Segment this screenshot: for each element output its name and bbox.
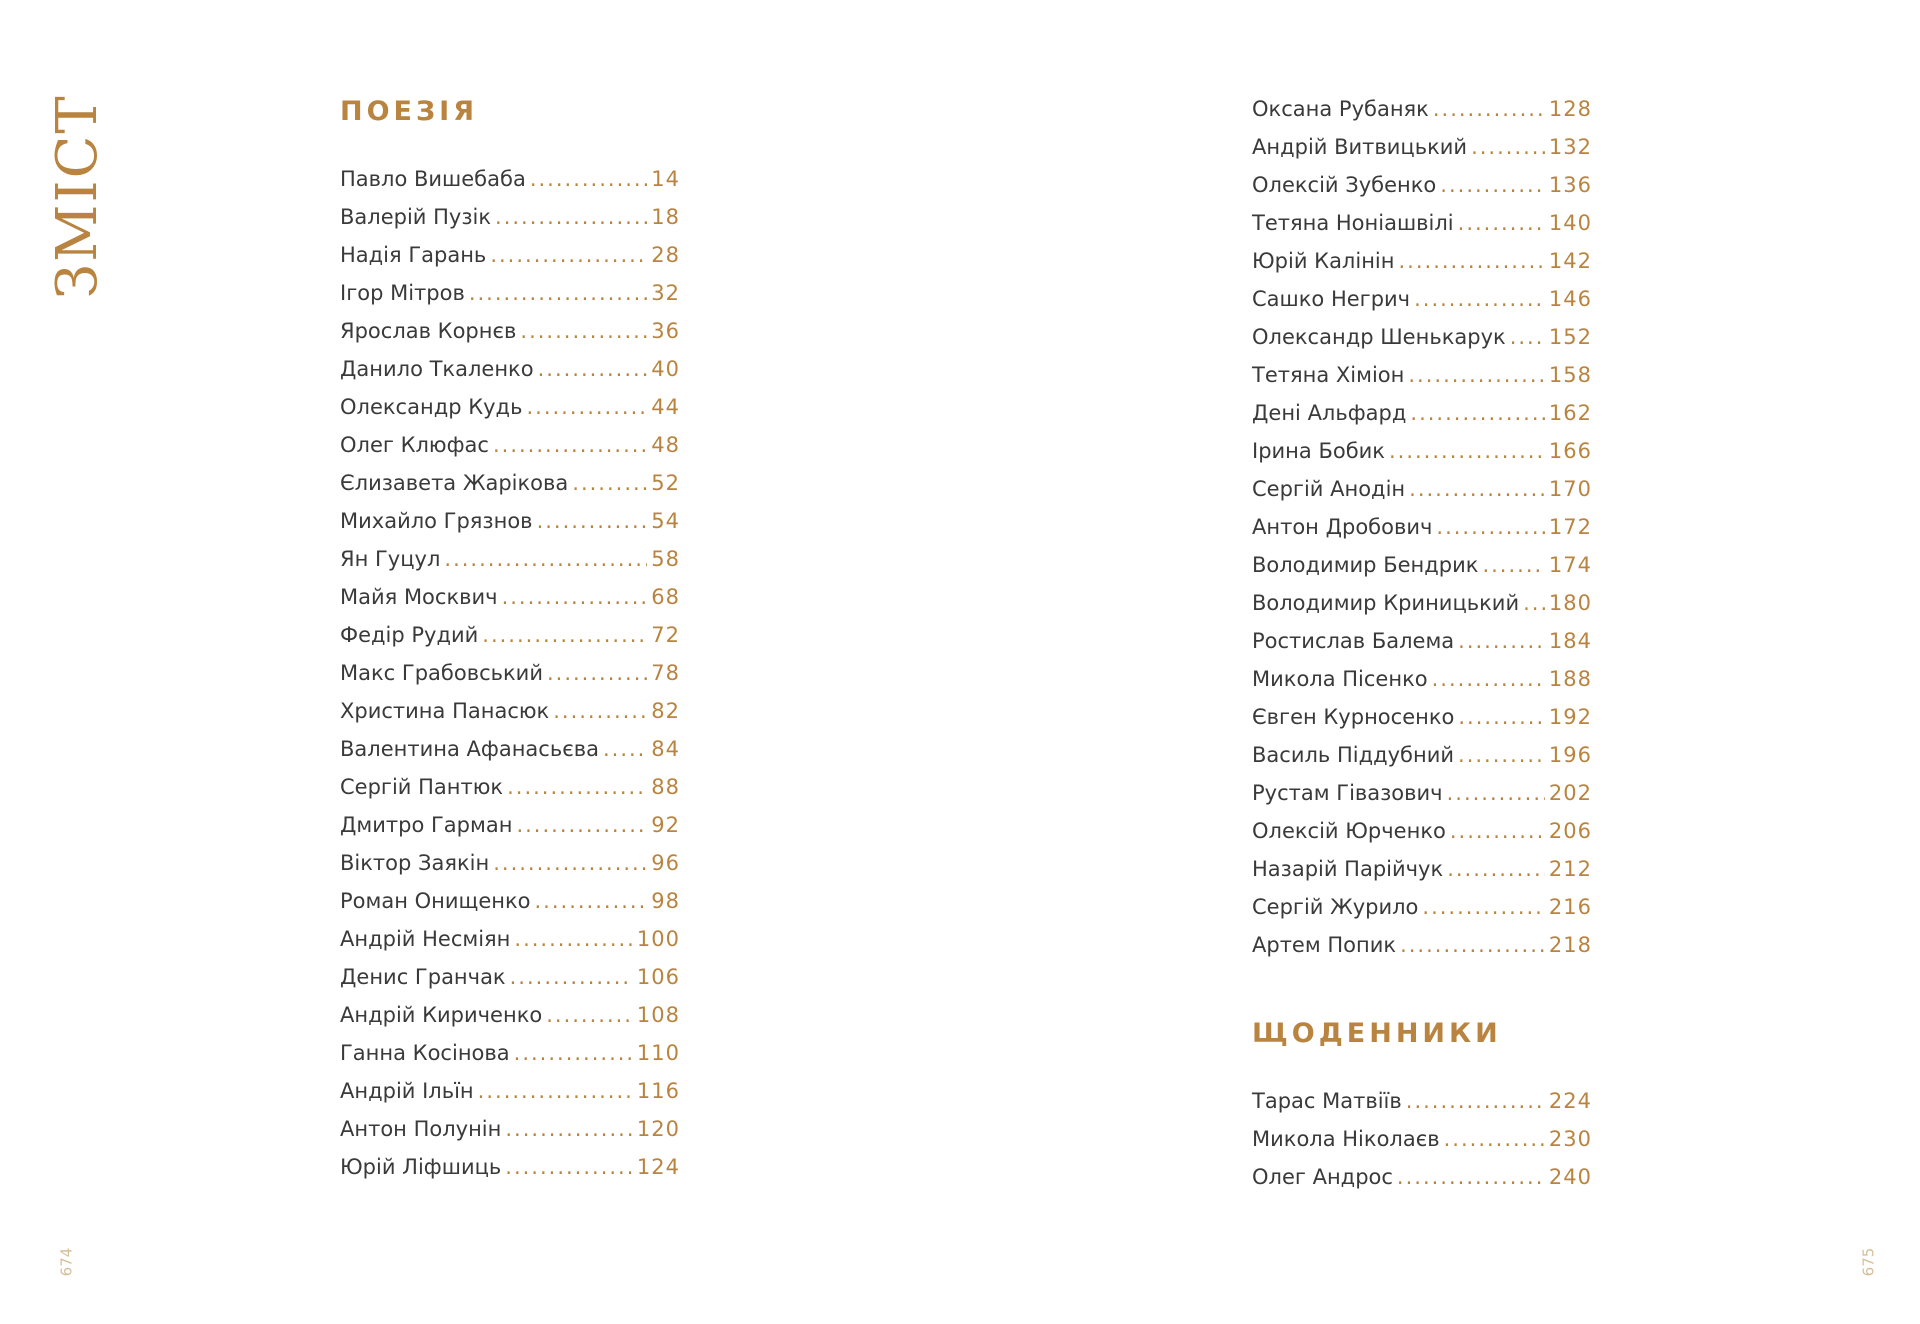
toc-entry-author: Тетяна Ноніашвілі: [1252, 211, 1454, 235]
toc-leader-dots: [1399, 242, 1545, 280]
toc-entry-page: 224: [1548, 1089, 1592, 1113]
toc-entry-page: 202: [1548, 781, 1592, 805]
toc-leader-dots: [538, 350, 648, 388]
section-title-diaries: ЩОДЕННИКИ: [1252, 1018, 1502, 1049]
toc-entry-page: 140: [1548, 211, 1592, 235]
toc-entry-author: Юрій Ліфшиць: [340, 1155, 502, 1179]
toc-entry-page: 124: [636, 1155, 680, 1179]
page-number-left: [56, 1240, 76, 1284]
toc-entry-author: Микола Пісенко: [1252, 667, 1428, 691]
toc-entry-author: Андрій Ільїн: [340, 1079, 474, 1103]
toc-entry: [340, 312, 680, 350]
toc-entry: [1252, 242, 1592, 280]
toc-entry: [340, 198, 680, 236]
toc-leader-dots: [572, 464, 647, 502]
toc-entry-author: Павло Вишебаба: [340, 167, 526, 191]
page-number-right: [1858, 1240, 1878, 1284]
toc-entry-page: 216: [1548, 895, 1592, 919]
toc-entry-page: 106: [636, 965, 680, 989]
toc-entry: [340, 1034, 680, 1072]
toc-entry: [1252, 470, 1592, 508]
toc-entry-page: 174: [1548, 553, 1592, 577]
toc-entry: [340, 160, 680, 198]
toc-leader-dots: [547, 654, 647, 692]
toc-entry-author: Ян Гуцул: [340, 547, 441, 571]
toc-entry: [1252, 1082, 1592, 1120]
toc-leader-dots: [1436, 508, 1545, 546]
toc-entry-author: Валерій Пузік: [340, 205, 492, 229]
toc-entry-page: 166: [1548, 439, 1592, 463]
toc-entry: [1252, 926, 1592, 964]
toc-leader-dots: [1389, 432, 1545, 470]
toc-entry-author: Андрій Витвицький: [1252, 135, 1468, 159]
toc-entry-page: 28: [651, 243, 680, 267]
toc-entry-author: Оксана Рубаняк: [1252, 97, 1429, 121]
toc-entry-author: Володимир Бендрик: [1252, 553, 1479, 577]
toc-leader-dots: [514, 920, 633, 958]
toc-entry: [1252, 850, 1592, 888]
page-number-right-text: 675: [1859, 1247, 1878, 1277]
toc-entry: [340, 768, 680, 806]
toc-leader-dots: [530, 160, 647, 198]
toc-entry-page: 110: [636, 1041, 680, 1065]
toc-list-poetry-continued: [1252, 90, 1592, 964]
toc-leader-dots: [546, 996, 633, 1034]
toc-leader-dots: [1523, 584, 1545, 622]
toc-entry-page: 146: [1548, 287, 1592, 311]
toc-entry-author: Микола Ніколаєв: [1252, 1127, 1440, 1151]
toc-entry-author: Денис Гранчак: [340, 965, 506, 989]
toc-entry-page: 78: [651, 661, 680, 685]
toc-leader-dots: [482, 616, 647, 654]
toc-entry-page: 196: [1548, 743, 1592, 767]
toc-entry-page: 32: [651, 281, 680, 305]
toc-leader-dots: [478, 1072, 633, 1110]
toc-entry-page: 230: [1548, 1127, 1592, 1151]
toc-entry-author: Роман Онищенко: [340, 889, 531, 913]
toc-entry-author: Макс Грабовський: [340, 661, 543, 685]
toc-entry-author: Володимир Криницький: [1252, 591, 1520, 615]
toc-leader-dots: [1450, 812, 1545, 850]
toc-leader-dots: [1510, 318, 1545, 356]
toc-entry-page: 92: [651, 813, 680, 837]
toc-entry-page: 82: [651, 699, 680, 723]
toc-entry-page: 142: [1548, 249, 1592, 273]
toc-entry: [1252, 280, 1592, 318]
toc-leader-dots: [469, 274, 647, 312]
toc-entry-author: Олександр Шенькарук: [1252, 325, 1506, 349]
toc-leader-dots: [1447, 850, 1545, 888]
toc-leader-dots: [1458, 204, 1545, 242]
toc-entry-author: Ігор Мітров: [340, 281, 465, 305]
toc-entry-author: Христина Панасюк: [340, 699, 550, 723]
toc-entry-author: Надія Гарань: [340, 243, 487, 267]
toc-leader-dots: [516, 806, 647, 844]
toc-entry-page: 172: [1548, 515, 1592, 539]
toc-entry-page: 184: [1548, 629, 1592, 653]
toc-entry: [1252, 622, 1592, 660]
toc-entry-author: Олексій Юрченко: [1252, 819, 1446, 843]
toc-entry-author: Рустам Гівазович: [1252, 781, 1443, 805]
toc-leader-dots: [1400, 926, 1545, 964]
toc-list-diaries: [1252, 1082, 1592, 1196]
toc-entry: [1252, 394, 1592, 432]
toc-entry-page: 136: [1548, 173, 1592, 197]
toc-leader-dots: [502, 578, 648, 616]
toc-entry: [1252, 318, 1592, 356]
toc-entry-page: 192: [1548, 705, 1592, 729]
toc-entry: [340, 958, 680, 996]
toc-entry: [340, 1110, 680, 1148]
toc-entry-page: 40: [651, 357, 680, 381]
toc-entry-author: Дені Альфард: [1252, 401, 1407, 425]
toc-leader-dots: [507, 768, 647, 806]
toc-entry: [1252, 698, 1592, 736]
toc-entry-author: Ганна Косінова: [340, 1041, 510, 1065]
toc-entry-author: Олег Клюфас: [340, 433, 489, 457]
toc-entry: [1252, 736, 1592, 774]
toc-entry-author: Віктор Заякін: [340, 851, 490, 875]
toc-entry: [1252, 774, 1592, 812]
toc-leader-dots: [1410, 394, 1545, 432]
toc-entry-author: Артем Попик: [1252, 933, 1397, 957]
toc-entry-page: 96: [651, 851, 680, 875]
toc-entry: [1252, 546, 1592, 584]
toc-entry: [340, 502, 680, 540]
toc-entry: [1252, 508, 1592, 546]
toc-entry-author: Андрій Кириченко: [340, 1003, 543, 1027]
toc-entry-author: Олександр Кудь: [340, 395, 523, 419]
toc-leader-dots: [490, 236, 647, 274]
toc-entry-author: Олег Андрос: [1252, 1165, 1393, 1189]
toc-entry: [340, 654, 680, 692]
toc-leader-dots: [1433, 90, 1545, 128]
toc-entry: [1252, 1120, 1592, 1158]
toc-entry-page: 240: [1548, 1165, 1592, 1189]
toc-leader-dots: [1406, 1082, 1545, 1120]
toc-entry: [1252, 584, 1592, 622]
toc-leader-dots: [1432, 660, 1545, 698]
toc-entry-page: 14: [651, 167, 680, 191]
toc-leader-dots: [1482, 546, 1544, 584]
toc-entry-author: Євген Курносенко: [1252, 705, 1455, 729]
toc-entry-author: Антон Полунін: [340, 1117, 502, 1141]
toc-entry: [340, 920, 680, 958]
toc-entry-page: 52: [651, 471, 680, 495]
toc-leader-dots: [1408, 356, 1545, 394]
toc-entry-page: 170: [1548, 477, 1592, 501]
toc-leader-dots: [1444, 1120, 1545, 1158]
toc-leader-dots: [526, 388, 647, 426]
toc-entry-author: Данило Ткаленко: [340, 357, 534, 381]
toc-entry-page: 162: [1548, 401, 1592, 425]
toc-entry: [340, 274, 680, 312]
toc-entry-author: Сергій Анодін: [1252, 477, 1406, 501]
toc-entry-author: Дмитро Гарман: [340, 813, 513, 837]
toc-entry-author: Тарас Матвіїв: [1252, 1089, 1402, 1113]
toc-entry-page: 218: [1548, 933, 1592, 957]
toc-entry-page: 128: [1548, 97, 1592, 121]
toc-leader-dots: [493, 426, 647, 464]
toc-entry: [340, 844, 680, 882]
toc-entry: [1252, 128, 1592, 166]
toc-entry-author: Сергій Журило: [1252, 895, 1419, 919]
toc-leader-dots: [1471, 128, 1545, 166]
toc-leader-dots: [1447, 774, 1545, 812]
toc-leader-dots: [1440, 166, 1545, 204]
toc-leader-dots: [603, 730, 647, 768]
toc-entry: [1252, 432, 1592, 470]
toc-entry: [340, 996, 680, 1034]
toc-leader-dots: [535, 882, 648, 920]
toc-entry-author: Тетяна Хіміон: [1252, 363, 1405, 387]
toc-leader-dots: [1458, 736, 1545, 774]
contents-heading-text: ЗМІСТ: [44, 93, 110, 299]
toc-entry: [340, 388, 680, 426]
toc-entry: [340, 1072, 680, 1110]
toc-entry-author: Антон Дробович: [1252, 515, 1433, 539]
toc-leader-dots: [495, 198, 647, 236]
toc-entry: [340, 578, 680, 616]
toc-entry: [340, 350, 680, 388]
toc-leader-dots: [1414, 280, 1545, 318]
toc-entry-author: Ірина Бобик: [1252, 439, 1385, 463]
toc-entry-page: 180: [1548, 591, 1592, 615]
toc-entry-author: Андрій Несміян: [340, 927, 511, 951]
toc-leader-dots: [1422, 888, 1545, 926]
toc-entry-page: 48: [651, 433, 680, 457]
toc-entry-author: Юрій Калінін: [1252, 249, 1395, 273]
toc-entry-author: Сергій Пантюк: [340, 775, 504, 799]
toc-entry-page: 206: [1548, 819, 1592, 843]
toc-leader-dots: [1458, 622, 1545, 660]
toc-entry-page: 88: [651, 775, 680, 799]
toc-entry-author: Назарій Парійчук: [1252, 857, 1444, 881]
toc-entry-author: Валентина Афанасьєва: [340, 737, 599, 761]
toc-entry: [340, 236, 680, 274]
toc-entry-author: Єлизавета Жарікова: [340, 471, 569, 495]
page-number-left-text: 674: [57, 1247, 76, 1277]
toc-entry: [1252, 1158, 1592, 1196]
toc-entry-page: 68: [651, 585, 680, 609]
toc-entry-page: 72: [651, 623, 680, 647]
toc-entry-author: Ярослав Корнєв: [340, 319, 517, 343]
toc-entry-page: 100: [636, 927, 680, 951]
toc-entry: [340, 692, 680, 730]
toc-leader-dots: [514, 1034, 633, 1072]
toc-entry: [340, 1148, 680, 1186]
toc-entry-page: 98: [651, 889, 680, 913]
toc-entry: [1252, 166, 1592, 204]
toc-entry-author: Майя Москвич: [340, 585, 498, 609]
toc-entry-page: 116: [636, 1079, 680, 1103]
toc-entry: [340, 730, 680, 768]
toc-entry-author: Ростислав Балема: [1252, 629, 1455, 653]
toc-leader-dots: [537, 502, 648, 540]
toc-entry-page: 108: [636, 1003, 680, 1027]
toc-entry: [1252, 888, 1592, 926]
toc-entry-page: 58: [651, 547, 680, 571]
toc-leader-dots: [510, 958, 633, 996]
toc-entry: [340, 426, 680, 464]
toc-entry-page: 18: [651, 205, 680, 229]
toc-entry: [340, 806, 680, 844]
toc-entry: [1252, 90, 1592, 128]
toc-leader-dots: [1409, 470, 1545, 508]
contents-heading: [44, 93, 110, 299]
toc-leader-dots: [1397, 1158, 1545, 1196]
toc-entry: [340, 882, 680, 920]
toc-entry-page: 152: [1548, 325, 1592, 349]
toc-leader-dots: [520, 312, 647, 350]
toc-entry: [340, 616, 680, 654]
toc-entry: [1252, 204, 1592, 242]
toc-entry-page: 36: [651, 319, 680, 343]
toc-entry: [1252, 660, 1592, 698]
toc-entry: [1252, 812, 1592, 850]
toc-entry-author: Михайло Грязнов: [340, 509, 533, 533]
section-title-poetry: ПОЕЗІЯ: [340, 96, 479, 127]
toc-entry-page: 132: [1548, 135, 1592, 159]
toc-entry-author: Федір Рудий: [340, 623, 479, 647]
toc-leader-dots: [444, 540, 647, 578]
toc-entry-page: 120: [636, 1117, 680, 1141]
toc-entry-page: 54: [651, 509, 680, 533]
toc-leader-dots: [1458, 698, 1545, 736]
toc-entry-page: 44: [651, 395, 680, 419]
toc-leader-dots: [553, 692, 647, 730]
toc-entry-page: 84: [651, 737, 680, 761]
toc-entry-author: Сашко Негрич: [1252, 287, 1411, 311]
toc-entry-page: 212: [1548, 857, 1592, 881]
toc-entry-author: Олексій Зубенко: [1252, 173, 1437, 197]
toc-leader-dots: [493, 844, 647, 882]
toc-entry: [340, 540, 680, 578]
toc-entry-page: 158: [1548, 363, 1592, 387]
toc-entry: [1252, 356, 1592, 394]
toc-leader-dots: [505, 1110, 633, 1148]
toc-entry-page: 188: [1548, 667, 1592, 691]
toc-entry: [340, 464, 680, 502]
toc-leader-dots: [505, 1148, 633, 1186]
toc-list-poetry: [340, 160, 680, 1186]
toc-entry-author: Василь Піддубний: [1252, 743, 1455, 767]
